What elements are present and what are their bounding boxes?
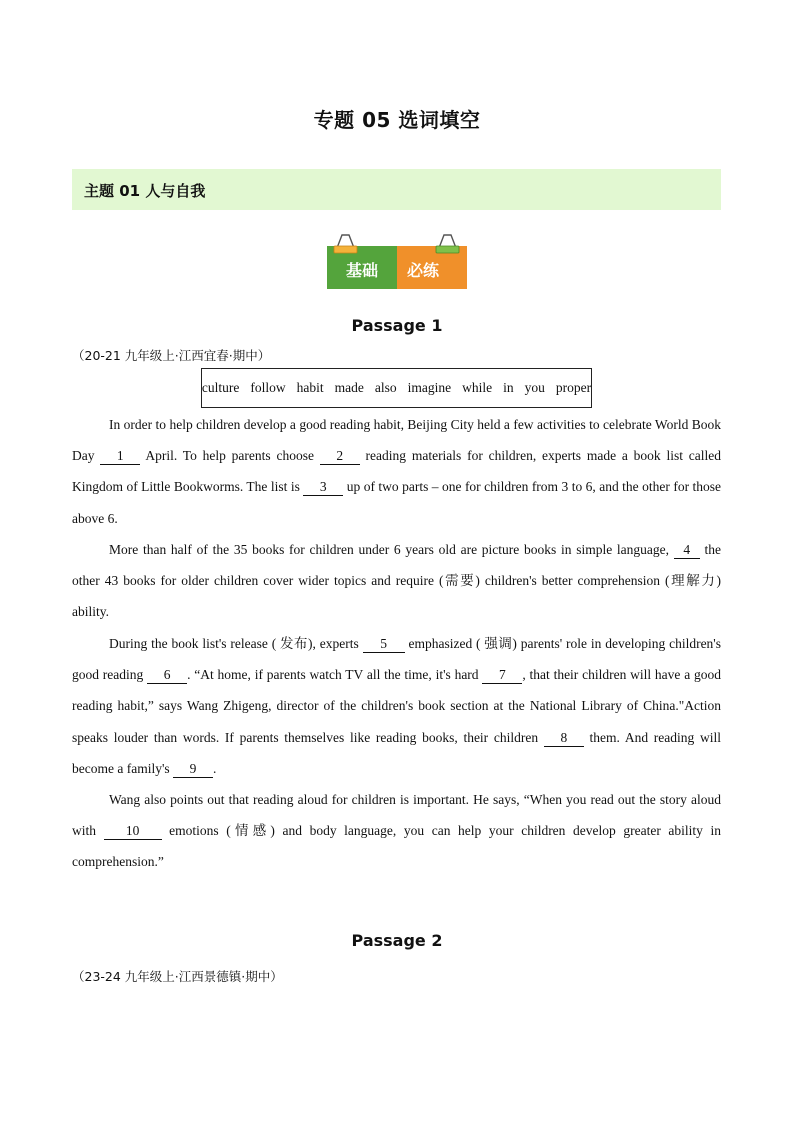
- badge-right-text: 必练: [406, 261, 440, 280]
- word-bank: [201, 368, 592, 408]
- word-bank-item: also: [374, 380, 397, 395]
- passage-1-source: （20-21 九年级上·江西宜春·期中）: [72, 348, 271, 363]
- document-title: 专题 05 选词填空: [313, 108, 481, 132]
- topic-banner: [72, 169, 721, 210]
- passage-2-heading: Passage 2: [351, 931, 443, 950]
- passage-1-heading: Passage 1: [351, 316, 443, 335]
- word-bank-item: made: [334, 380, 364, 395]
- passage-2-source: （23-24 九年级上·江西景德镇·期中）: [72, 969, 283, 984]
- basic-practice-badge: [327, 232, 467, 290]
- answer-blank[interactable]: 3: [303, 479, 343, 496]
- word-bank-item: in: [503, 380, 514, 395]
- word-bank-item: follow: [250, 380, 286, 395]
- word-bank-item: habit: [296, 380, 324, 395]
- answer-blank[interactable]: 10: [104, 823, 162, 840]
- answer-blank[interactable]: 8: [544, 730, 584, 747]
- answer-blank[interactable]: 5: [363, 636, 405, 653]
- answer-blank[interactable]: 7: [482, 667, 522, 684]
- passage-1-paragraph-1: In order to help children develop a good reading habit, Beijing City held a few activities to celebrate World Book Day 1 April. To help parents choose 2 reading materials for children, experts made a book list called Kingdom of Little Bookworms. The list is 3 up of two parts – one for children from 3 to 6, and the other for those above 6.: [72, 417, 722, 526]
- passage-1-paragraph-3: During the book list's release ( 发布), experts 5 emphasized ( 强调) parents' role in developing children's good reading 6 . “At home, if parents watch TV all the time, it's hard 7 , that their children will have a good reading habit,” says Wang Zhigeng, director of the children's book section at the National Library of China."Action speaks louder than words. If parents themselves like reading books, their children 8 them. And reading will become a family's 9 .: [72, 636, 721, 776]
- answer-blank[interactable]: 6: [147, 667, 187, 684]
- paper-clip-icon: [334, 235, 357, 253]
- badge-left-text: 基础: [345, 261, 379, 280]
- answer-blank[interactable]: 1: [100, 448, 140, 465]
- answer-blank[interactable]: 2: [320, 448, 360, 465]
- word-bank-item: proper: [555, 380, 592, 395]
- word-bank-item: you: [524, 380, 545, 395]
- paper-clip-icon: [436, 235, 459, 253]
- word-bank-item: while: [462, 380, 493, 395]
- word-bank-item: culture: [201, 380, 240, 395]
- passage-1-paragraph-4: Wang also points out that reading aloud for children is important. He says, “When you read out the story aloud with 10 emotions (情感) and body language, you can help your children develop greater ability in comprehension.”: [72, 792, 721, 870]
- answer-blank[interactable]: 4: [674, 542, 700, 559]
- word-bank-item: imagine: [407, 380, 452, 395]
- topic-title: 主题 01 人与自我: [84, 182, 206, 200]
- answer-blank[interactable]: 9: [173, 761, 213, 778]
- passage-1-paragraph-2: More than half of the 35 books for children under 6 years old are picture books in simple language, 4 the other 43 books for older children cover wider topics and require (需要) children's better comprehension (理解力) ability.: [72, 542, 721, 620]
